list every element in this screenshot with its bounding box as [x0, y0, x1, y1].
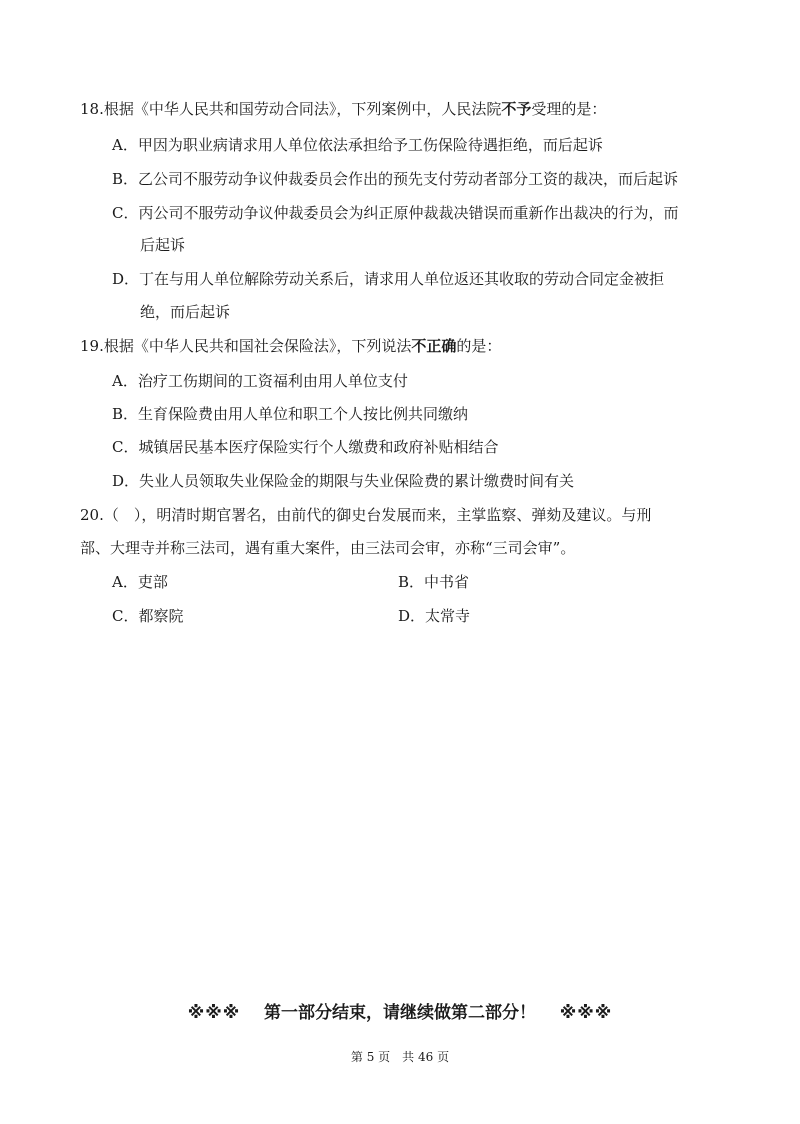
q20-option-d: D．太常寺 [398, 607, 471, 625]
q18-option-b: B．乙公司不服劳动争议仲裁委员会作出的预先支付劳动者部分工资的裁决，而后起诉 [112, 170, 679, 188]
stem-emphasis: 不正确 [411, 337, 457, 355]
question-number: 18. [80, 100, 104, 118]
q18-option-d: D．丁在与用人单位解除劳动关系后，请求用人单位返还其收取的劳动合同定金被拒 [112, 270, 665, 288]
stem-emphasis: 不予 [501, 100, 532, 118]
question-20-stem-cont: 部、大理寺并称三法司，遇有重大案件，由三法司会审，亦称“三司会审”。 [80, 539, 576, 557]
q20-option-c: C．都察院 [112, 607, 184, 625]
decorative-symbols-left: ※※※ [187, 1003, 241, 1023]
q18-option-c: C．丙公司不服劳动争议仲裁委员会为纠正原仲裁裁决错误而重新作出裁决的行为，而 [112, 204, 679, 222]
decorative-symbols-right: ※※※ [559, 1003, 613, 1023]
part-end-notice [0, 998, 800, 1028]
q19-option-d: D．失业人员领取失业保险金的期限与失业保险费的累计缴费时间有关 [112, 472, 575, 490]
q20-option-a: A．吏部 [112, 573, 168, 591]
q18-option-a: A．甲因为职业病请求用人单位依法承担给予工伤保险待遇拒绝，而后起诉 [112, 136, 603, 154]
stem-text-end: 受理的是： [531, 100, 607, 118]
q18-option-d-cont: 绝，而后起诉 [140, 303, 231, 321]
question-20-stem [80, 498, 730, 532]
stem-text: （ ），明清时期官署名，由前代的御史台发展而来，主掌监察、弹劾及建议。与刑 [103, 506, 652, 524]
q19-option-b: B．生育保险费由用人单位和职工个人按比例共同缴纳 [112, 405, 469, 423]
q20-option-b: B．中书省 [398, 573, 470, 591]
stem-text: 根据《中华人民共和国社会保险法》，下列说法 [103, 337, 412, 355]
part-end-text: 第一部分结束，请继续做第二部分！ [264, 1003, 536, 1023]
stem-text-end: 的是： [456, 337, 502, 355]
question-18-stem [80, 92, 730, 126]
question-19-stem [80, 329, 730, 363]
page-footer: 第 5 页 共 46 页 [350, 1050, 450, 1064]
stem-text: 根据《中华人民共和国劳动合同法》，下列案例中，人民法院 [103, 100, 502, 118]
q19-option-a: A．治疗工伤期间的工资福利由用人单位支付 [112, 372, 408, 390]
question-number: 19. [80, 337, 104, 355]
q19-option-c: C．城镇居民基本医疗保险实行个人缴费和政府补贴相结合 [112, 438, 499, 456]
question-number: 20. [80, 506, 104, 524]
q18-option-c-cont: 后起诉 [140, 236, 186, 254]
